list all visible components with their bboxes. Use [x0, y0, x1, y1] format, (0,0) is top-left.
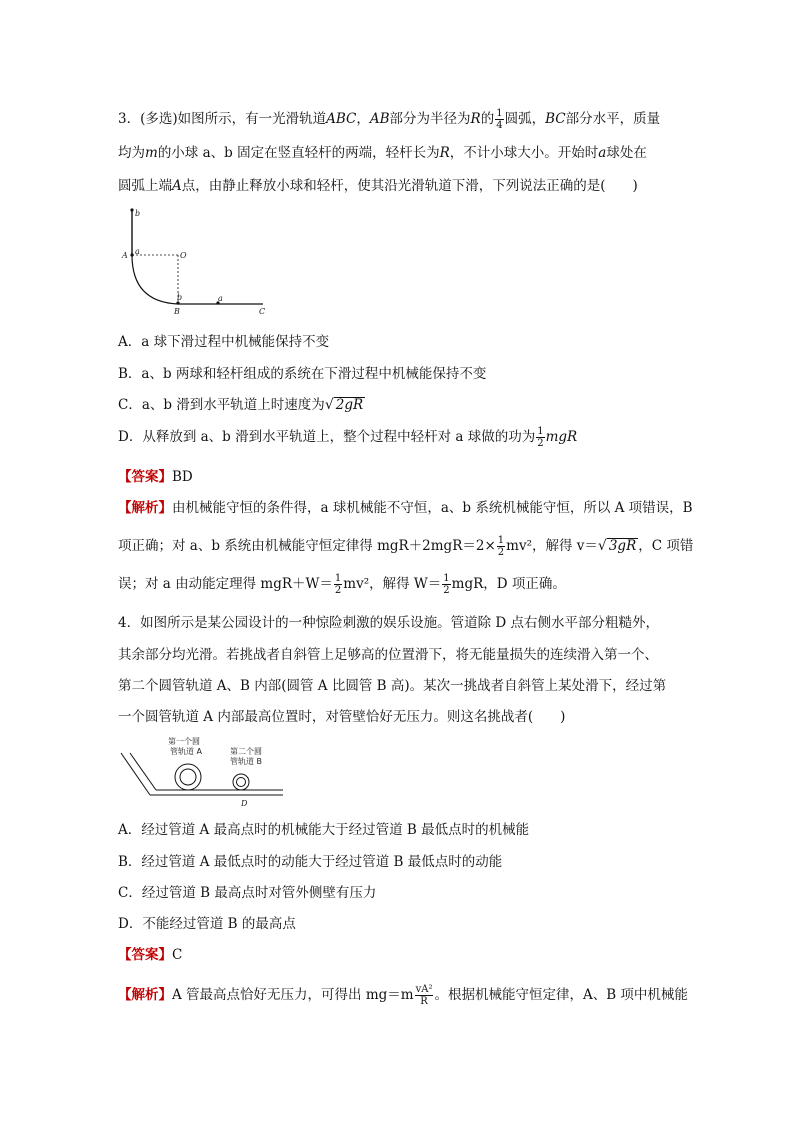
- loop-b-outer: [233, 774, 249, 790]
- q3-option-a: A．a 球下滑过程中机械能保持不变: [118, 334, 330, 350]
- label: a: [135, 247, 140, 256]
- text: BC: [545, 111, 566, 127]
- answer-value: BD: [172, 469, 193, 485]
- fraction: $\frac{\text{vA²}}{R}$: [415, 984, 433, 1007]
- text: R: [470, 111, 481, 127]
- text: ABC: [326, 111, 357, 127]
- text: A 管最高点恰好无压力，可得出 mg＝m: [172, 987, 414, 1003]
- ball-a: [130, 253, 133, 256]
- q3-track-figure: [118, 205, 278, 320]
- fraction: $\frac{1}{2}$: [334, 573, 342, 596]
- q3-option-b: B．a、b 两球和轻杆组成的系统在下滑过程中机械能保持不变: [118, 366, 487, 382]
- label: b: [135, 209, 141, 218]
- label: B: [174, 307, 180, 316]
- text: ，C 项错: [638, 538, 694, 554]
- text: 圆弧，: [504, 111, 546, 127]
- q3-line-2: [118, 143, 678, 163]
- q4-option-d: D．不能经过管道 B 的最高点: [118, 916, 296, 932]
- label: 管轨道 A: [170, 747, 203, 756]
- text: 的: [480, 111, 495, 127]
- q3-answer: [118, 467, 678, 487]
- q3-option-c: C．a、b 滑到水平轨道上时速度为√ 2gR: [118, 397, 364, 413]
- text: 球处在: [606, 145, 647, 161]
- q4-explanation: [118, 984, 688, 1007]
- q4-option-b: B．经过管道 A 最低点时的动能大于经过管道 B 最低点时的动能: [118, 854, 503, 870]
- q3-option-d: [118, 426, 678, 449]
- sqrt-expression: 3gR: [608, 538, 637, 554]
- label: 第二个圆: [230, 747, 262, 756]
- label: A: [122, 251, 128, 260]
- ball-b: [130, 208, 133, 211]
- loop-a-inner: [180, 769, 196, 785]
- q3-explanation-1: [118, 498, 693, 518]
- text: 点，由静止释放小球和轻杆，使其沿光滑轨道下滑，下列说法正确的是( ): [181, 178, 638, 194]
- text: 。根据机械能守恒定律，A、B 项中机械能: [434, 987, 688, 1003]
- label: D: [241, 799, 248, 808]
- fraction: $\frac{1}{2}$: [497, 535, 505, 558]
- q4-track-figure: [118, 735, 288, 810]
- text: a: [598, 145, 607, 161]
- explanation-tag: 【解析】: [118, 500, 172, 516]
- text: ，不计小球大小。开始时: [449, 145, 599, 161]
- text: 部分水平，质量: [565, 111, 661, 127]
- q3-explanation-3: [118, 573, 678, 596]
- label: b: [177, 293, 183, 302]
- q4-option-a: A．经过管道 A 最高点时的机械能大于经过管道 B 最低点时的机械能: [118, 822, 530, 838]
- label: 第一个圆: [168, 737, 200, 746]
- text: 的小球 a、b 固定在竖直轻杆的两端，轻杆长为: [157, 145, 440, 161]
- text: 均为: [118, 145, 145, 161]
- q3-line-1: [118, 108, 678, 131]
- text: 部分为半径为: [389, 111, 471, 127]
- fraction: $\frac{1}{2}$: [443, 573, 450, 596]
- text: 圆弧上端: [118, 178, 172, 194]
- q4-line-2: 其余部分均光滑。若挑战者自斜管上足够高的位置滑下，将无能量损失的连续滑入第一个、: [118, 647, 658, 663]
- text: mv²，解得 v＝: [506, 538, 598, 554]
- sqrt-expression: 2gR: [335, 397, 364, 413]
- fraction: $\frac{1}{2}$: [537, 426, 544, 449]
- q4-line-4: 一个圆管轨道 A 内部最高位置时，对管壁恰好无压力。则这名挑战者( ): [118, 709, 566, 725]
- text: D．从释放到 a、b 滑到水平轨道上，整个过程中轻杆对 a 球做的功为: [118, 429, 536, 445]
- q4-option-c: C．经过管道 B 最高点时对管外侧壁有压力: [118, 885, 377, 901]
- text: R: [439, 145, 450, 161]
- text: C．a、b 滑到水平轨道上时速度为: [118, 397, 325, 413]
- text: 项正确；对 a、b 系统由机械能守恒定律得 mgR＋2mgR＝2×: [118, 538, 496, 554]
- q3-line-3: [118, 176, 678, 196]
- label: 管轨道 B: [230, 757, 263, 766]
- loop-b-inner: [237, 778, 246, 787]
- answer-tag: 【答案】: [118, 947, 172, 963]
- fraction: $\frac{1}{4}$: [496, 108, 503, 131]
- label: O: [180, 251, 187, 260]
- answer-tag: 【答案】: [118, 469, 172, 485]
- text: A: [172, 178, 182, 194]
- text: mv²，解得 W＝: [343, 576, 442, 592]
- q4-answer: [118, 945, 678, 965]
- q4-line-1: 4．如图所示是某公园设计的一种惊险刺激的娱乐设施。管道除 D 点右侧水平部分粗糙外，: [118, 615, 659, 631]
- text: 由机械能守恒的条件得，a 球机械能不守恒，a、b 系统机械能守恒，所以 A 项错误，B: [172, 500, 693, 516]
- label: C: [259, 307, 266, 316]
- text: m: [145, 145, 158, 161]
- text: AB: [369, 111, 390, 127]
- slope-tube: [121, 753, 150, 795]
- text: 3．(多选)如图所示，有一光滑轨道: [118, 111, 327, 127]
- text: ，: [356, 111, 370, 127]
- arc-ab: [132, 255, 178, 304]
- loop-a-outer: [175, 764, 201, 790]
- text: mgR: [545, 429, 578, 445]
- text: 误；对 a 由动能定理得 mgR＋W＝: [118, 576, 333, 592]
- answer-value: C: [172, 947, 183, 963]
- text: mgR，D 项正确。: [451, 576, 566, 592]
- label: a: [218, 294, 223, 303]
- q3-explanation-2: 项正确；对 a、b 系统由机械能守恒定律得 mgR＋2mgR＝2× $\frac{1}{2}$ mv²，解得 v＝√ 3gR ，C 项错: [118, 535, 694, 558]
- q4-line-3: 第二个圆管轨道 A、B 内部(圆管 A 比圆管 B 高)。某次一挑战者自斜管上某处滑下，经过第: [118, 678, 667, 694]
- explanation-tag: 【解析】: [118, 987, 172, 1003]
